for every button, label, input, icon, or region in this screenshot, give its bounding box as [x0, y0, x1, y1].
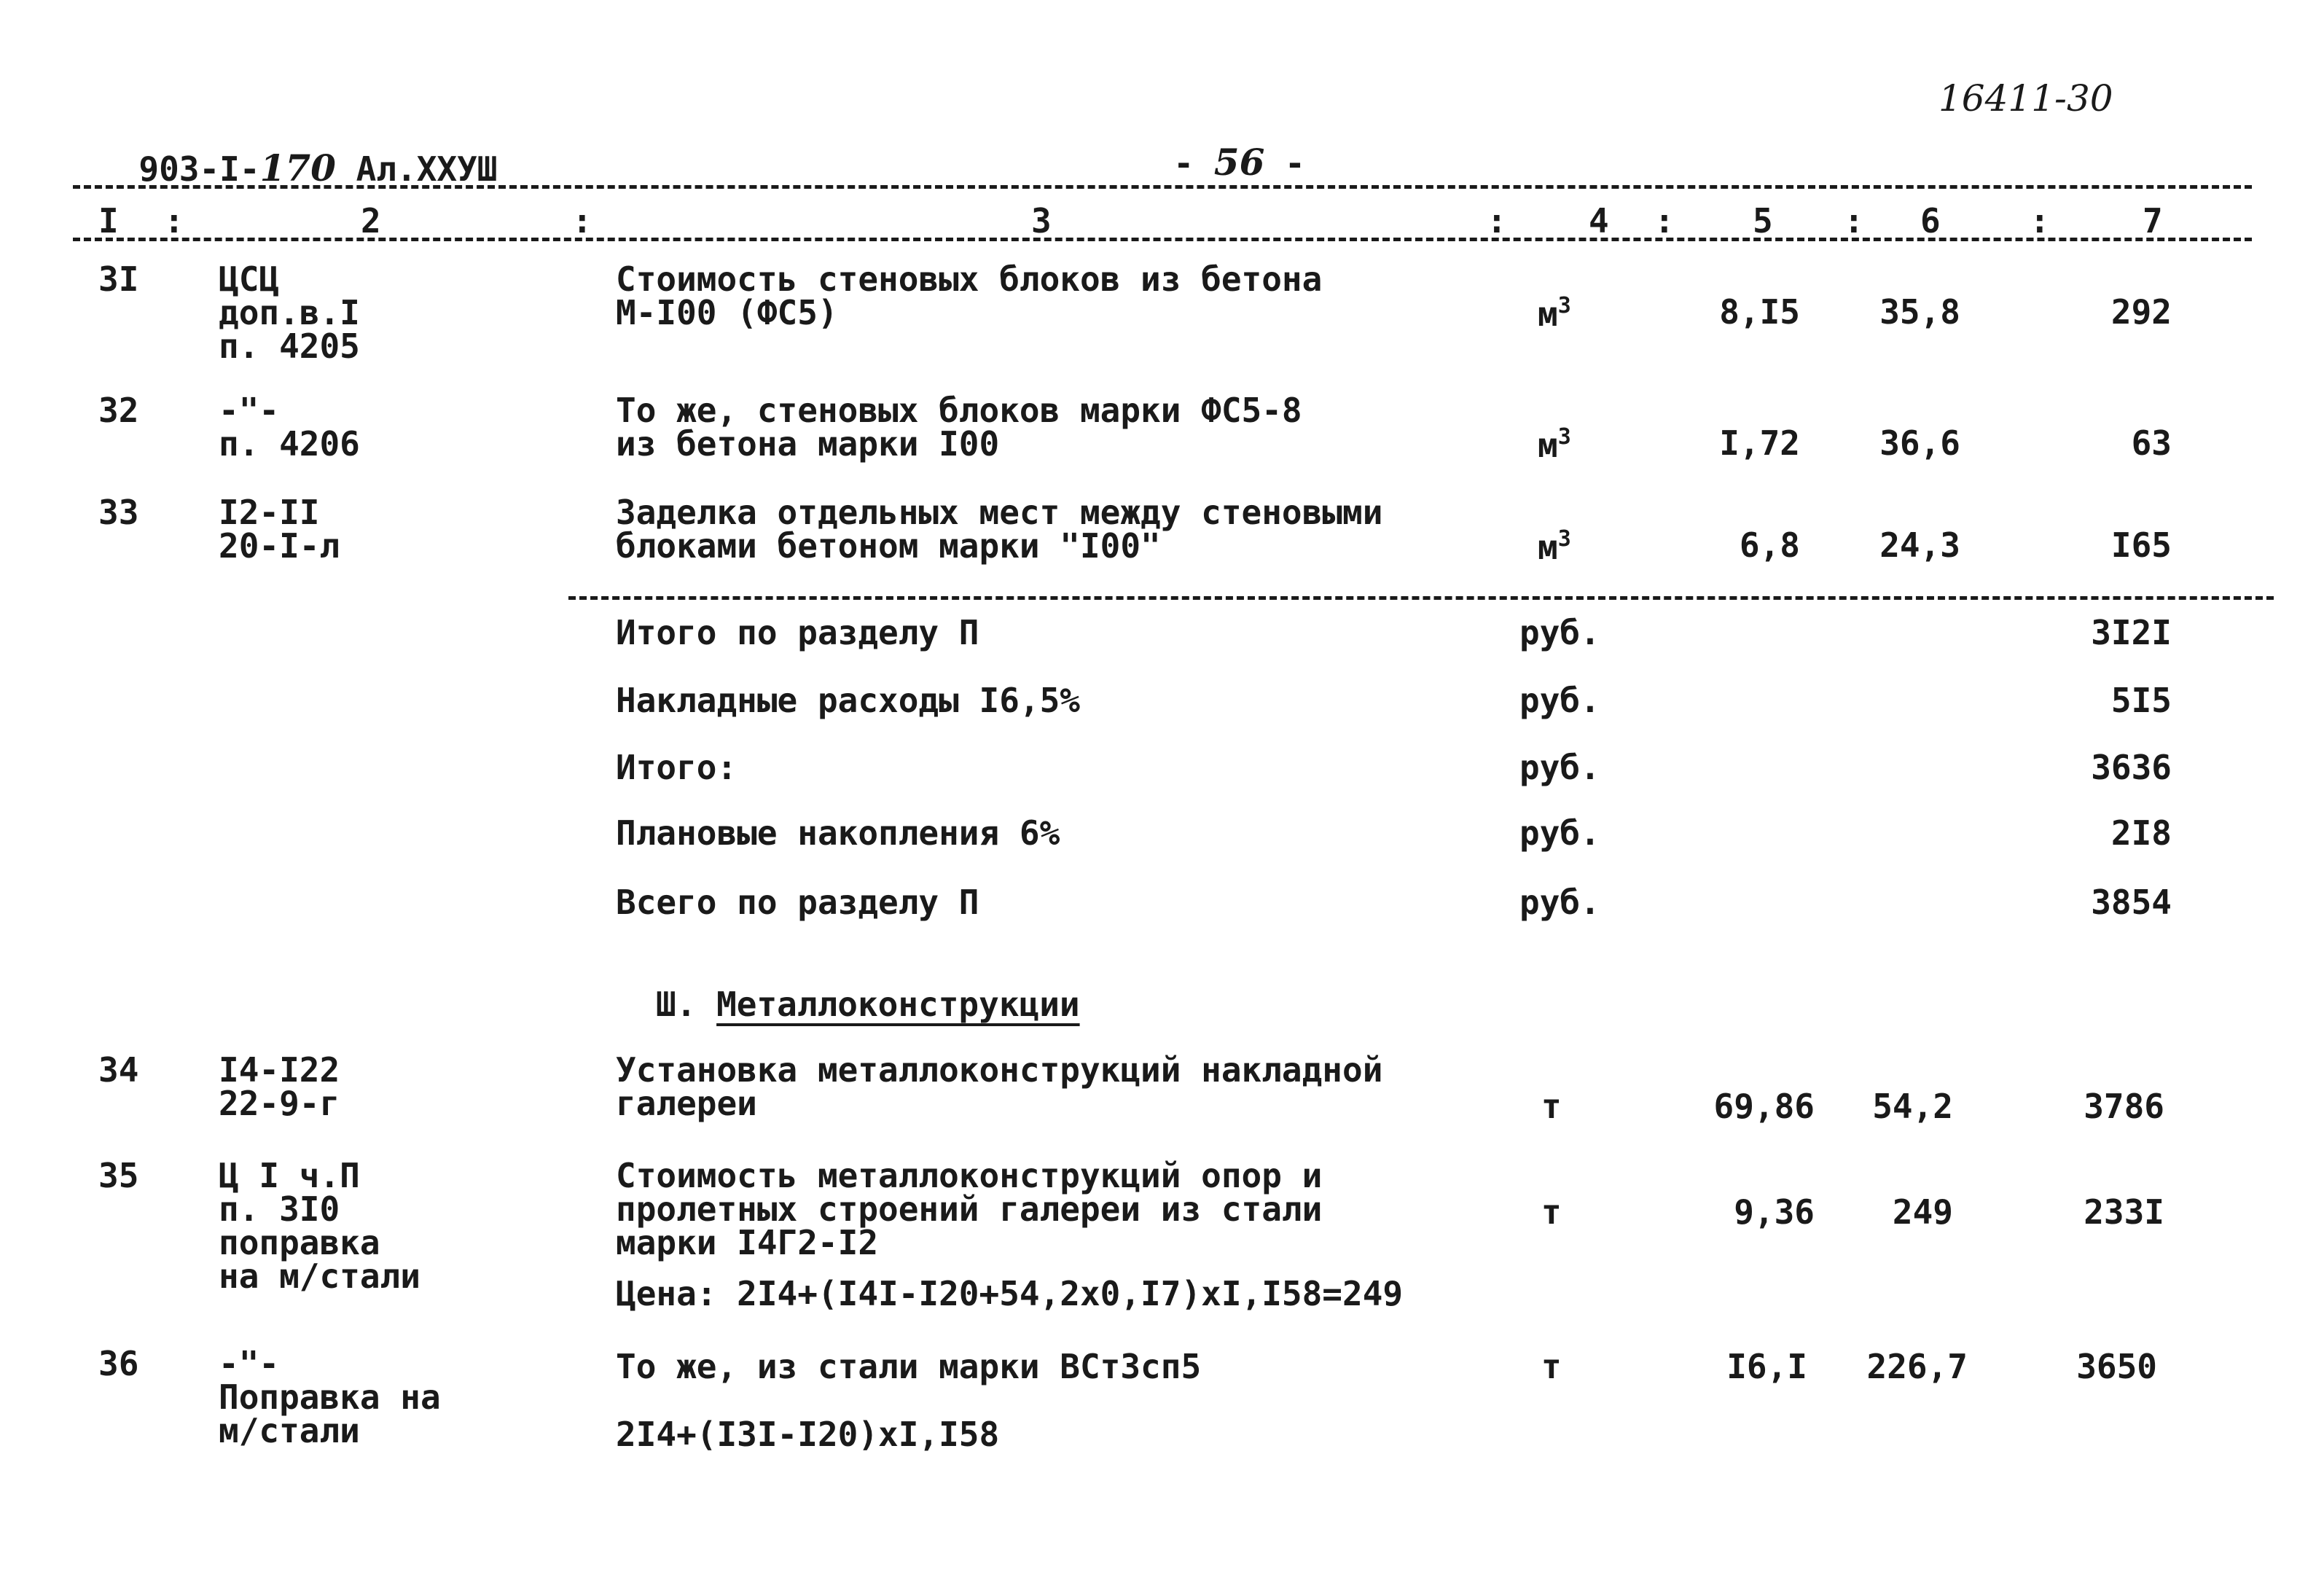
row-price-note: Цена: 2I4+(I4I-I20+54,2x0,I7)xI,I58=249: [616, 1274, 1404, 1313]
page-number: [1133, 111, 1305, 184]
summary-unit: руб.: [1519, 613, 1600, 652]
column-sep-6: :: [2030, 201, 2050, 241]
summary-label: Плановые накопления 6%: [616, 813, 1060, 853]
row-total: 233I: [2084, 1192, 2164, 1232]
summary-unit: руб.: [1519, 813, 1600, 853]
summary-label: Итого по разделу П: [616, 613, 979, 652]
page-number-prefix: -: [1173, 144, 1214, 183]
row-description: Заделка отдельных мест между стеновыми блоками бетоном марки "I00": [616, 493, 1383, 566]
row-unit: $м^3$: [1538, 526, 1571, 567]
section-number: Ш.: [656, 985, 717, 1024]
document-code-handwritten: 170: [259, 146, 336, 189]
summary-label: Всего по разделу П: [616, 883, 979, 922]
row-quantity: I6,I: [1726, 1347, 1807, 1386]
column-number-6: 6: [1920, 201, 1941, 241]
row-description: То же, стеновых блоков марки ФС5-8 из бетона марки I00: [616, 391, 1302, 464]
row-quantity: 8,I5: [1719, 292, 1800, 332]
row-reference: Ц I ч.П п. 3I0 поправка на м/стали: [219, 1156, 420, 1296]
row-unit: т: [1541, 1087, 1562, 1126]
page-number-suffix: -: [1264, 144, 1305, 183]
column-sep-2: :: [572, 201, 592, 241]
row-quantity: 9,36: [1734, 1192, 1815, 1232]
summary-unit: руб.: [1519, 681, 1600, 720]
summary-label: Накладные расходы I6,5%: [616, 681, 1080, 720]
column-number-1: I: [98, 201, 119, 241]
column-number-4: 4: [1589, 201, 1609, 241]
row-price: 35,8: [1879, 292, 1960, 332]
column-sep-1: :: [164, 201, 184, 241]
row-price-note: 2I4+(I3I-I20)xI,I58: [616, 1415, 1000, 1454]
row-number: 33: [98, 493, 139, 532]
summary-total: 2I8: [2110, 813, 2172, 853]
row-number: 35: [98, 1156, 139, 1195]
column-sep-4: :: [1654, 201, 1675, 241]
row-quantity: 6,8: [1739, 525, 1800, 565]
column-number-7: 7: [2143, 201, 2163, 241]
row-unit: $м^3$: [1538, 293, 1571, 334]
row-number: 3I: [98, 259, 139, 299]
page-number-handwritten: 56: [1213, 141, 1265, 184]
section-heading: [656, 985, 1080, 1024]
row-description: Установка металлоконструкций накладной галереи: [616, 1050, 1383, 1123]
document-code-suffix: Ал.XXУШ: [335, 149, 498, 189]
column-number-2: 2: [361, 201, 381, 241]
row-reference: I2-II 20-I-л: [219, 493, 340, 566]
row-description: То же, из стали марки ВСт3сп5: [616, 1347, 1202, 1386]
summary-total: 5I5: [2110, 681, 2172, 720]
row-number: 34: [98, 1050, 139, 1090]
row-price: 249: [1892, 1192, 1953, 1232]
row-reference: -"- Поправка на м/стали: [219, 1344, 441, 1450]
row-reference: I4-I22 22-9-г: [219, 1050, 340, 1123]
row-total: 292: [2110, 292, 2172, 332]
row-price: 226,7: [1866, 1347, 1968, 1386]
row-number: 32: [98, 391, 139, 430]
row-total: 3786: [2084, 1087, 2164, 1126]
column-sep-5: :: [1844, 201, 1864, 241]
row-total: 63: [2131, 423, 2172, 463]
summary-unit: руб.: [1519, 883, 1600, 922]
summary-total: 3636: [2091, 748, 2172, 787]
column-number-3: 3: [1031, 201, 1052, 241]
summary-total: 3854: [2091, 883, 2172, 922]
document-code-prefix: 903-I-: [138, 149, 260, 189]
column-number-5: 5: [1753, 201, 1773, 241]
row-price: 54,2: [1872, 1087, 1953, 1126]
row-price: 36,6: [1879, 423, 1960, 463]
archive-number: 16411-30: [1938, 77, 2113, 120]
summary-rule: [568, 596, 2274, 600]
row-number: 36: [98, 1344, 139, 1383]
row-reference: ЦСЦ доп.в.I п. 4205: [219, 259, 360, 366]
row-description: Стоимость металлоконструкций опор и пролетных строений галереи из стали марки I4Г2-I2: [616, 1156, 1323, 1262]
row-unit: $м^3$: [1538, 424, 1571, 465]
summary-unit: руб.: [1519, 748, 1600, 787]
row-unit: т: [1541, 1347, 1562, 1386]
row-quantity: 69,86: [1713, 1087, 1815, 1126]
row-description: Стоимость стеновых блоков из бетона М-I00 (ФС5): [616, 259, 1323, 332]
document-code: [98, 117, 498, 187]
row-quantity: I,72: [1719, 423, 1800, 463]
row-reference: -"- п. 4206: [219, 391, 360, 464]
summary-label: Итого:: [616, 748, 738, 787]
row-total: I65: [2110, 525, 2172, 565]
summary-total: 3I2I: [2091, 613, 2172, 652]
row-total: 3650: [2076, 1347, 2157, 1386]
row-unit: т: [1541, 1192, 1562, 1232]
column-sep-3: :: [1487, 201, 1507, 241]
section-title: Металлоконструкции: [716, 985, 1080, 1024]
header-rule: [73, 238, 2252, 241]
top-rule: [73, 185, 2252, 189]
row-price: 24,3: [1879, 525, 1960, 565]
